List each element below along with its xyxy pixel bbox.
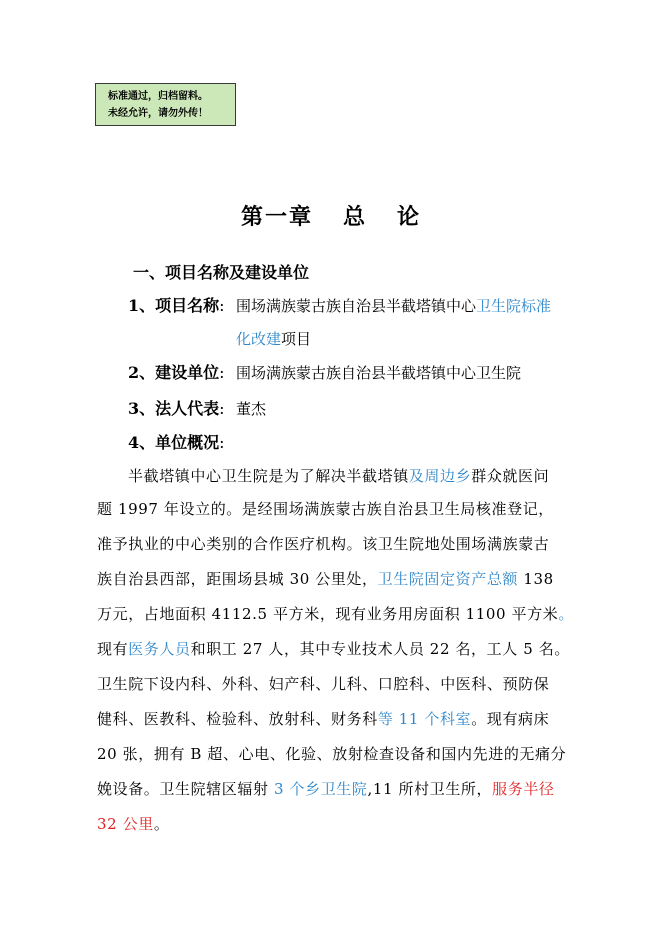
legal-representative-label: 3、法人代表 <box>128 399 220 418</box>
notice-line-1: 标准通过，归档留料。 <box>108 91 208 102</box>
paragraph-line <box>97 568 582 590</box>
project-name-value-line1 <box>236 295 551 317</box>
paragraph-text: 娩设备。卫生院辖区辐射 <box>97 780 274 798</box>
paragraph-text: 群众就医问 <box>471 467 550 485</box>
paragraph-highlight-red: 32 <box>97 815 118 833</box>
unit-overview-label: 4、单位概况 <box>128 433 220 452</box>
paragraph-highlight-blue: 及周边乡 <box>408 467 472 485</box>
paragraph-text: 。 <box>153 815 170 833</box>
project-name-value-line2 <box>236 328 311 350</box>
paragraph-line <box>97 603 582 625</box>
paragraph-line: 20 张，拥有 B 超、心电、化验、放射检查设备和国内先进的无痛分 <box>97 745 567 763</box>
paragraph-text: 和职工 27 人，其中专业技术人员 22 名，工人 5 名。 <box>190 640 570 658</box>
paragraph-text: 现有 <box>97 640 129 658</box>
project-name-value-text: 围场满族蒙古族自治县半截塔镇中心 <box>236 297 477 315</box>
section-heading: 一、项目名称及建设单位 <box>133 263 310 282</box>
project-name-colon: : <box>219 296 225 315</box>
paragraph-highlight-blue: 卫生院固定资产总额 <box>377 570 519 588</box>
paragraph-text: 半截塔镇中心卫生院是为了解决半截塔镇 <box>128 467 409 485</box>
paragraph-highlight-blue: 。 <box>558 605 574 623</box>
project-name-value-highlight-2: 化改建 <box>236 330 282 348</box>
chapter-title-number: 第一章 <box>240 204 313 230</box>
paragraph-line <box>97 638 582 660</box>
paragraph-text: 族自治县西部，距围场县城 30 公里处， <box>97 570 378 588</box>
paragraph-highlight-blue: 等 11 个科室 <box>377 710 472 728</box>
paragraph-text: ,11 所村卫生所， <box>367 780 493 798</box>
paragraph-highlight-red: 服务半径 <box>492 780 555 798</box>
legal-representative-colon: : <box>219 399 225 418</box>
paragraph-text: 健科、医教科、检验科、放射科、财务科 <box>97 710 378 728</box>
notice-line-2: 未经允许，请勿外传！ <box>108 108 208 119</box>
paragraph-text: 万元，占地面积 4112.5 平方米，现有业务用房面积 1100 平方米 <box>97 605 559 623</box>
construction-unit-colon: : <box>219 363 225 382</box>
paragraph-line: 卫生院下设内科、外科、妇产科、儿科、口腔科、中医科、预防保 <box>97 675 550 693</box>
paragraph-highlight-blue: 医务人员 <box>128 640 191 658</box>
paragraph-highlight-red: 公里 <box>117 815 154 833</box>
paragraph-line: 准予执业的中心类别的合作医疗机构。该卫生院地处围场满族蒙古 <box>97 535 550 553</box>
paragraph-line <box>97 708 582 730</box>
item-legal-representative <box>128 398 225 420</box>
paragraph-line <box>128 465 613 487</box>
project-name-value-suffix: 项目 <box>281 330 312 348</box>
watermark-notice-box <box>95 83 236 126</box>
construction-unit-label: 2、建设单位 <box>128 363 220 382</box>
item-construction-unit <box>128 362 225 384</box>
paragraph-highlight-blue: 3 个乡卫生院 <box>273 780 368 798</box>
paragraph-line <box>97 813 582 835</box>
chapter-title-word1: 总 <box>342 204 367 230</box>
chapter-title <box>0 200 662 231</box>
construction-unit-value: 围场满族蒙古族自治县半截塔镇中心卫生院 <box>236 364 522 382</box>
paragraph-line <box>97 778 582 800</box>
item-unit-overview <box>128 432 225 454</box>
unit-overview-colon: : <box>219 433 225 452</box>
paragraph-line: 题 1997 年设立的。是经围场满族蒙古族自治县卫生局核准登记， <box>97 500 554 518</box>
chapter-title-word2: 论 <box>397 204 422 230</box>
item-project-name <box>128 295 225 317</box>
project-name-value-highlight: 卫生院标准 <box>476 297 552 315</box>
legal-representative-value: 董杰 <box>236 400 267 418</box>
paragraph-text: 138 <box>518 570 554 588</box>
project-name-label: 1、项目名称 <box>128 296 220 315</box>
paragraph-text: 。现有病床 <box>471 710 550 728</box>
